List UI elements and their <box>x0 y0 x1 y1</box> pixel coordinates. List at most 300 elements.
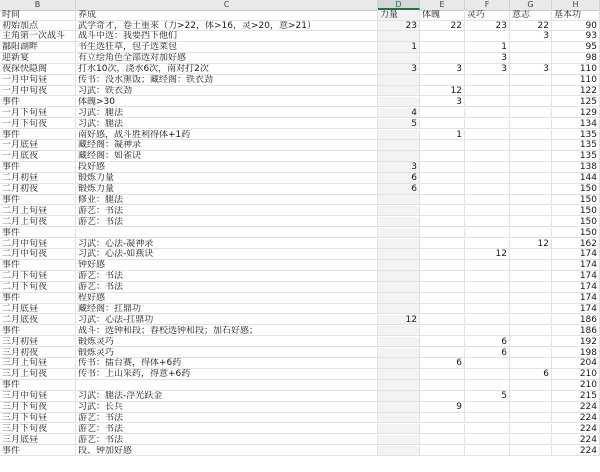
cell-base-skill[interactable]: 135 <box>552 130 600 141</box>
cell-time[interactable]: 二月初昼 <box>0 173 76 184</box>
cell-agility[interactable] <box>465 162 510 173</box>
cell-agility[interactable] <box>465 435 510 446</box>
cell-agility[interactable] <box>465 228 510 239</box>
cell-agility[interactable] <box>465 173 510 184</box>
cell-time[interactable]: 事件 <box>0 97 76 108</box>
cell-time[interactable]: 事件 <box>0 293 76 304</box>
cell-base-skill[interactable]: 150 <box>552 206 600 217</box>
cell-base-skill[interactable]: 192 <box>552 337 600 348</box>
cell-agility[interactable] <box>465 304 510 315</box>
cell-training[interactable]: 习武：心法-扛鼎功 <box>76 315 378 326</box>
cell-training[interactable]: 锻炼力量 <box>76 173 378 184</box>
cell-physique[interactable] <box>420 53 465 64</box>
cell-time[interactable]: 三月下旬夜 <box>0 424 76 435</box>
cell-agility[interactable] <box>465 31 510 42</box>
cell-base-skill[interactable]: 174 <box>552 282 600 293</box>
cell-will[interactable]: 6 <box>510 369 552 380</box>
cell-agility[interactable]: 1 <box>465 42 510 53</box>
cell-base-skill[interactable]: 215 <box>552 391 600 402</box>
cell-will[interactable] <box>510 119 552 130</box>
header-training[interactable]: 养成 <box>76 10 378 21</box>
cell-will[interactable] <box>510 326 552 337</box>
cell-base-skill[interactable]: 150 <box>552 195 600 206</box>
cell-agility[interactable] <box>465 315 510 326</box>
table-row <box>0 348 600 359</box>
cell-time[interactable]: 一月下旬夜 <box>0 119 76 130</box>
cell-will[interactable] <box>510 358 552 369</box>
cell-agility[interactable] <box>465 260 510 271</box>
cell-agility[interactable] <box>465 86 510 97</box>
table-row <box>0 42 600 53</box>
cell-will[interactable] <box>510 435 552 446</box>
cell-agility[interactable] <box>465 184 510 195</box>
header-time[interactable]: 时间 <box>0 10 76 21</box>
cell-physique[interactable] <box>420 239 465 250</box>
cell-will[interactable] <box>510 173 552 184</box>
cell-base-skill[interactable]: 174 <box>552 271 600 282</box>
cell-time[interactable]: 事件 <box>0 326 76 337</box>
cell-agility[interactable] <box>465 293 510 304</box>
cell-training[interactable]: 体魄>30 <box>76 97 378 108</box>
cell-strength[interactable] <box>378 217 420 228</box>
cell-will[interactable]: 22 <box>510 21 552 32</box>
header-will[interactable]: 意志 <box>510 10 552 21</box>
cell-agility[interactable]: 6 <box>465 337 510 348</box>
cell-training[interactable]: 锻炼力量 <box>76 184 378 195</box>
header-base-skill[interactable]: 基本功 <box>552 10 600 21</box>
cell-physique[interactable] <box>420 217 465 228</box>
cell-agility[interactable]: 3 <box>465 53 510 64</box>
cell-physique[interactable] <box>420 315 465 326</box>
cell-physique[interactable]: 22 <box>420 21 465 32</box>
cell-physique[interactable] <box>420 249 465 260</box>
table-row <box>0 184 600 195</box>
cell-training[interactable]: 有立绘角色全部选对加好感 <box>76 53 378 64</box>
cell-time[interactable]: 二月中旬昼 <box>0 239 76 250</box>
cell-time[interactable]: 事件 <box>0 130 76 141</box>
cell-physique[interactable]: 1 <box>420 130 465 141</box>
cell-strength[interactable] <box>378 97 420 108</box>
cell-training[interactable]: 锻炼灵巧 <box>76 337 378 348</box>
cell-training[interactable]: 传书：没水熏饭；藏经阁：铁衣劲 <box>76 75 378 86</box>
cell-will[interactable] <box>510 380 552 391</box>
cell-physique[interactable]: 6 <box>420 358 465 369</box>
cell-time[interactable]: 一月底夜 <box>0 151 76 162</box>
cell-will[interactable] <box>510 391 552 402</box>
cell-training[interactable]: 藏经阁：扛鼎功 <box>76 304 378 315</box>
cell-time[interactable]: 一月中旬昼 <box>0 75 76 86</box>
cell-training[interactable]: 藏经阁：凝神录 <box>76 140 378 151</box>
cell-training[interactable]: 游艺：书法 <box>76 424 378 435</box>
column-header-c[interactable]: C <box>76 0 378 10</box>
cell-physique[interactable] <box>420 173 465 184</box>
cell-physique[interactable] <box>420 119 465 130</box>
cell-base-skill[interactable]: 93 <box>552 31 600 42</box>
cell-strength[interactable]: 12 <box>378 315 420 326</box>
cell-base-skill[interactable]: 150 <box>552 228 600 239</box>
cell-training[interactable] <box>76 228 378 239</box>
cell-agility[interactable] <box>465 151 510 162</box>
cell-strength[interactable] <box>378 348 420 359</box>
cell-time[interactable]: 主角第一次战斗 <box>0 31 76 42</box>
cell-will[interactable] <box>510 162 552 173</box>
cell-physique[interactable] <box>420 380 465 391</box>
cell-time[interactable]: 事件 <box>0 260 76 271</box>
cell-base-skill[interactable]: 95 <box>552 42 600 53</box>
cell-time[interactable]: 二月中旬夜 <box>0 249 76 260</box>
cell-time[interactable]: 三月下旬夜 <box>0 402 76 413</box>
cell-will[interactable] <box>510 249 552 260</box>
cell-strength[interactable]: 23 <box>378 21 420 32</box>
cell-time[interactable]: 二月上旬夜 <box>0 217 76 228</box>
cell-time[interactable]: 事件 <box>0 195 76 206</box>
cell-training[interactable]: 游艺：书法 <box>76 217 378 228</box>
cell-base-skill[interactable]: 204 <box>552 358 600 369</box>
cell-will[interactable] <box>510 271 552 282</box>
cell-time[interactable]: 事件 <box>0 162 76 173</box>
cell-strength[interactable] <box>378 402 420 413</box>
cell-training[interactable]: 藏经阁：如雀诀 <box>76 151 378 162</box>
cell-training[interactable]: 习武：腿法 <box>76 108 378 119</box>
cell-agility[interactable] <box>465 380 510 391</box>
cell-strength[interactable] <box>378 304 420 315</box>
cell-strength[interactable] <box>378 206 420 217</box>
cell-will[interactable]: 3 <box>510 31 552 42</box>
cell-strength[interactable] <box>378 293 420 304</box>
table-row <box>0 119 600 130</box>
cell-will[interactable] <box>510 446 552 457</box>
cell-physique[interactable] <box>420 195 465 206</box>
cell-will[interactable]: 12 <box>510 239 552 250</box>
cell-training[interactable]: 习武：心法-凝神录 <box>76 239 378 250</box>
cell-agility[interactable] <box>465 75 510 86</box>
cell-training[interactable]: 游艺：书法 <box>76 435 378 446</box>
cell-base-skill[interactable]: 110 <box>552 75 600 86</box>
cell-agility[interactable] <box>465 140 510 151</box>
cell-strength[interactable]: 3 <box>378 64 420 75</box>
column-header-h[interactable]: H <box>552 0 600 10</box>
cell-strength[interactable] <box>378 53 420 64</box>
cell-base-skill[interactable]: 198 <box>552 348 600 359</box>
cell-physique[interactable] <box>420 260 465 271</box>
cell-will[interactable] <box>510 315 552 326</box>
cell-agility[interactable] <box>465 217 510 228</box>
cell-time[interactable]: 三月上旬昼 <box>0 358 76 369</box>
cell-base-skill[interactable]: 150 <box>552 217 600 228</box>
cell-base-skill[interactable]: 134 <box>552 119 600 130</box>
cell-physique[interactable] <box>420 369 465 380</box>
cell-strength[interactable] <box>378 282 420 293</box>
cell-base-skill[interactable]: 122 <box>552 86 600 97</box>
cell-training[interactable] <box>76 380 378 391</box>
cell-strength[interactable] <box>378 391 420 402</box>
cell-strength[interactable] <box>378 130 420 141</box>
cell-base-skill[interactable]: 174 <box>552 304 600 315</box>
cell-physique[interactable] <box>420 326 465 337</box>
cell-will[interactable] <box>510 108 552 119</box>
cell-strength[interactable] <box>378 239 420 250</box>
cell-strength[interactable]: 6 <box>378 184 420 195</box>
cell-base-skill[interactable]: 224 <box>552 446 600 457</box>
cell-physique[interactable] <box>420 424 465 435</box>
cell-physique[interactable]: 9 <box>420 402 465 413</box>
cell-time[interactable]: 二月下旬昼 <box>0 271 76 282</box>
cell-physique[interactable] <box>420 162 465 173</box>
cell-time[interactable]: 三月初昼 <box>0 337 76 348</box>
cell-training[interactable]: 打水10次，浇水6次，南对打2次 <box>76 64 378 75</box>
cell-training[interactable]: 传书：擂台赛，得体+6药 <box>76 358 378 369</box>
cell-will[interactable] <box>510 75 552 86</box>
cell-time[interactable]: 二月底夜 <box>0 315 76 326</box>
cell-agility[interactable] <box>465 446 510 457</box>
cell-time[interactable]: 二月下旬夜 <box>0 282 76 293</box>
cell-training[interactable]: 武学奇才，卷土重来（力>22，体>16，灵>20，意>21） <box>76 21 378 32</box>
cell-will[interactable] <box>510 217 552 228</box>
cell-strength[interactable] <box>378 31 420 42</box>
cell-physique[interactable] <box>420 337 465 348</box>
cell-base-skill[interactable]: 90 <box>552 21 600 32</box>
cell-time[interactable]: 一月底昼 <box>0 140 76 151</box>
cell-base-skill[interactable]: 162 <box>552 239 600 250</box>
cell-strength[interactable] <box>378 326 420 337</box>
cell-physique[interactable] <box>420 228 465 239</box>
cell-training[interactable]: 习武：长兵 <box>76 402 378 413</box>
cell-base-skill[interactable]: 224 <box>552 402 600 413</box>
header-agility[interactable]: 灵巧 <box>465 10 510 21</box>
cell-strength[interactable] <box>378 75 420 86</box>
cell-strength[interactable] <box>378 358 420 369</box>
cell-training[interactable]: 战斗中选：我要挡下他们 <box>76 31 378 42</box>
cell-training[interactable]: 段、钟加好感 <box>76 446 378 457</box>
cell-base-skill[interactable]: 210 <box>552 369 600 380</box>
cell-physique[interactable] <box>420 42 465 53</box>
cell-will[interactable] <box>510 348 552 359</box>
cell-strength[interactable] <box>378 86 420 97</box>
cell-will[interactable] <box>510 293 552 304</box>
cell-strength[interactable] <box>378 380 420 391</box>
cell-training[interactable]: 钟好感 <box>76 260 378 271</box>
cell-time[interactable]: 三月底昼 <box>0 435 76 446</box>
cell-will[interactable] <box>510 130 552 141</box>
cell-training[interactable]: 游艺：书法 <box>76 271 378 282</box>
cell-time[interactable]: 二月上旬昼 <box>0 206 76 217</box>
cell-base-skill[interactable]: 224 <box>552 435 600 446</box>
cell-will[interactable] <box>510 402 552 413</box>
cell-will[interactable] <box>510 140 552 151</box>
cell-agility[interactable]: 3 <box>465 64 510 75</box>
cell-agility[interactable] <box>465 369 510 380</box>
cell-physique[interactable] <box>420 304 465 315</box>
cell-will[interactable] <box>510 184 552 195</box>
cell-base-skill[interactable]: 110 <box>552 64 600 75</box>
cell-training[interactable]: 传书：上山采药，得意+6药 <box>76 369 378 380</box>
cell-agility[interactable]: 12 <box>465 249 510 260</box>
cell-training[interactable]: 锻炼灵巧 <box>76 348 378 359</box>
cell-will[interactable] <box>510 53 552 64</box>
cell-base-skill[interactable]: 224 <box>552 413 600 424</box>
cell-base-skill[interactable]: 129 <box>552 108 600 119</box>
cell-strength[interactable] <box>378 446 420 457</box>
cell-base-skill[interactable]: 224 <box>552 424 600 435</box>
cell-strength[interactable] <box>378 369 420 380</box>
cell-strength[interactable] <box>378 228 420 239</box>
column-header-d[interactable]: D <box>378 0 420 10</box>
cell-time[interactable]: 三月初夜 <box>0 348 76 359</box>
cell-training[interactable]: 段好感 <box>76 162 378 173</box>
cell-strength[interactable] <box>378 435 420 446</box>
cell-physique[interactable] <box>420 108 465 119</box>
cell-base-skill[interactable]: 138 <box>552 162 600 173</box>
cell-agility[interactable] <box>465 358 510 369</box>
cell-will[interactable] <box>510 42 552 53</box>
cell-time[interactable]: 鄱阳湖畔 <box>0 42 76 53</box>
cell-agility[interactable] <box>465 108 510 119</box>
cell-will[interactable] <box>510 195 552 206</box>
cell-physique[interactable] <box>420 206 465 217</box>
cell-base-skill[interactable]: 125 <box>552 97 600 108</box>
cell-strength[interactable]: 3 <box>378 162 420 173</box>
cell-training[interactable]: 习武：心法-如燕诀 <box>76 249 378 260</box>
cell-base-skill[interactable]: 174 <box>552 260 600 271</box>
cell-agility[interactable] <box>465 282 510 293</box>
cell-strength[interactable] <box>378 260 420 271</box>
cell-training[interactable]: 程好感 <box>76 293 378 304</box>
cell-physique[interactable] <box>420 293 465 304</box>
cell-base-skill[interactable]: 210 <box>552 380 600 391</box>
cell-base-skill[interactable]: 174 <box>552 249 600 260</box>
cell-time[interactable]: 三月下旬昼 <box>0 413 76 424</box>
header-strength[interactable]: 力量 <box>378 10 420 21</box>
cell-strength[interactable]: 5 <box>378 119 420 130</box>
cell-base-skill[interactable]: 144 <box>552 173 600 184</box>
cell-will[interactable] <box>510 228 552 239</box>
cell-physique[interactable] <box>420 435 465 446</box>
cell-base-skill[interactable]: 150 <box>552 184 600 195</box>
cell-physique[interactable]: 12 <box>420 86 465 97</box>
cell-strength[interactable] <box>378 337 420 348</box>
cell-will[interactable] <box>510 86 552 97</box>
cell-training[interactable]: 游艺：书法 <box>76 413 378 424</box>
cell-agility[interactable] <box>465 195 510 206</box>
cell-base-skill[interactable]: 174 <box>552 293 600 304</box>
cell-agility[interactable] <box>465 271 510 282</box>
cell-agility[interactable] <box>465 326 510 337</box>
cell-strength[interactable] <box>378 249 420 260</box>
cell-time[interactable]: 事件 <box>0 380 76 391</box>
cell-base-skill[interactable]: 186 <box>552 326 600 337</box>
cell-will[interactable] <box>510 206 552 217</box>
cell-agility[interactable] <box>465 97 510 108</box>
cell-strength[interactable]: 1 <box>378 42 420 53</box>
cell-will[interactable] <box>510 337 552 348</box>
cell-time[interactable]: 事件 <box>0 446 76 457</box>
cell-strength[interactable] <box>378 151 420 162</box>
cell-will[interactable] <box>510 413 552 424</box>
cell-agility[interactable] <box>465 130 510 141</box>
cell-training[interactable]: 书生选狂草，包子选菜包 <box>76 42 378 53</box>
cell-will[interactable] <box>510 97 552 108</box>
cell-time[interactable]: 初始加点 <box>0 21 76 32</box>
cell-will[interactable]: 3 <box>510 64 552 75</box>
cell-physique[interactable] <box>420 348 465 359</box>
cell-agility[interactable] <box>465 402 510 413</box>
cell-physique[interactable] <box>420 271 465 282</box>
cell-strength[interactable] <box>378 195 420 206</box>
cell-strength[interactable] <box>378 424 420 435</box>
cell-time[interactable]: 三月上旬夜 <box>0 369 76 380</box>
column-header-e[interactable]: E <box>420 0 465 10</box>
cell-physique[interactable] <box>420 413 465 424</box>
cell-base-skill[interactable]: 98 <box>552 53 600 64</box>
cell-physique[interactable] <box>420 391 465 402</box>
cell-physique[interactable] <box>420 75 465 86</box>
cell-time[interactable]: 夜探快隐阁 <box>0 64 76 75</box>
cell-physique[interactable] <box>420 446 465 457</box>
cell-training[interactable]: 习武：腿法 <box>76 119 378 130</box>
cell-will[interactable] <box>510 304 552 315</box>
cell-time[interactable]: 迎新宴 <box>0 53 76 64</box>
cell-physique[interactable] <box>420 140 465 151</box>
cell-base-skill[interactable]: 135 <box>552 151 600 162</box>
cell-time[interactable]: 一月下旬昼 <box>0 108 76 119</box>
cell-physique[interactable] <box>420 31 465 42</box>
cell-agility[interactable] <box>465 119 510 130</box>
cell-strength[interactable] <box>378 413 420 424</box>
cell-will[interactable] <box>510 424 552 435</box>
cell-training[interactable]: 游艺：书法 <box>76 282 378 293</box>
cell-agility[interactable] <box>465 413 510 424</box>
cell-strength[interactable]: 6 <box>378 173 420 184</box>
cell-physique[interactable] <box>420 184 465 195</box>
table-row <box>0 195 600 206</box>
cell-will[interactable] <box>510 282 552 293</box>
header-physique[interactable]: 体魄 <box>420 10 465 21</box>
cell-base-skill[interactable]: 186 <box>552 315 600 326</box>
cell-agility[interactable] <box>465 424 510 435</box>
cell-training[interactable]: 战斗：选钟和段；春校选钟和段；加石好感； <box>76 326 378 337</box>
cell-agility[interactable]: 5 <box>465 391 510 402</box>
table-row <box>0 271 600 282</box>
cell-strength[interactable] <box>378 140 420 151</box>
cell-agility[interactable]: 6 <box>465 348 510 359</box>
cell-agility[interactable] <box>465 206 510 217</box>
cell-training[interactable]: 习武：铁衣劲 <box>76 86 378 97</box>
column-header-g[interactable]: G <box>510 0 552 10</box>
cell-physique[interactable] <box>420 151 465 162</box>
cell-strength[interactable]: 4 <box>378 108 420 119</box>
cell-time[interactable]: 二月初夜 <box>0 184 76 195</box>
cell-physique[interactable]: 3 <box>420 64 465 75</box>
cell-physique[interactable]: 3 <box>420 97 465 108</box>
cell-time[interactable]: 一月中旬夜 <box>0 86 76 97</box>
cell-base-skill[interactable]: 135 <box>552 140 600 151</box>
cell-training[interactable]: 修业：腿法 <box>76 195 378 206</box>
cell-agility[interactable]: 23 <box>465 21 510 32</box>
cell-time[interactable]: 二月底昼 <box>0 304 76 315</box>
cell-strength[interactable] <box>378 271 420 282</box>
cell-time[interactable]: 事件 <box>0 228 76 239</box>
cell-time[interactable]: 三月中旬昼 <box>0 391 76 402</box>
cell-will[interactable] <box>510 260 552 271</box>
cell-training[interactable]: 南好感，战斗胜利得体+1药 <box>76 130 378 141</box>
cell-training[interactable]: 游艺：书法 <box>76 206 378 217</box>
cell-agility[interactable] <box>465 239 510 250</box>
cell-physique[interactable] <box>420 282 465 293</box>
column-header-f[interactable]: F <box>465 0 510 10</box>
cell-training[interactable]: 习武：腿法-浮光跃金 <box>76 391 378 402</box>
column-header-b[interactable]: B <box>0 0 76 10</box>
cell-will[interactable] <box>510 151 552 162</box>
